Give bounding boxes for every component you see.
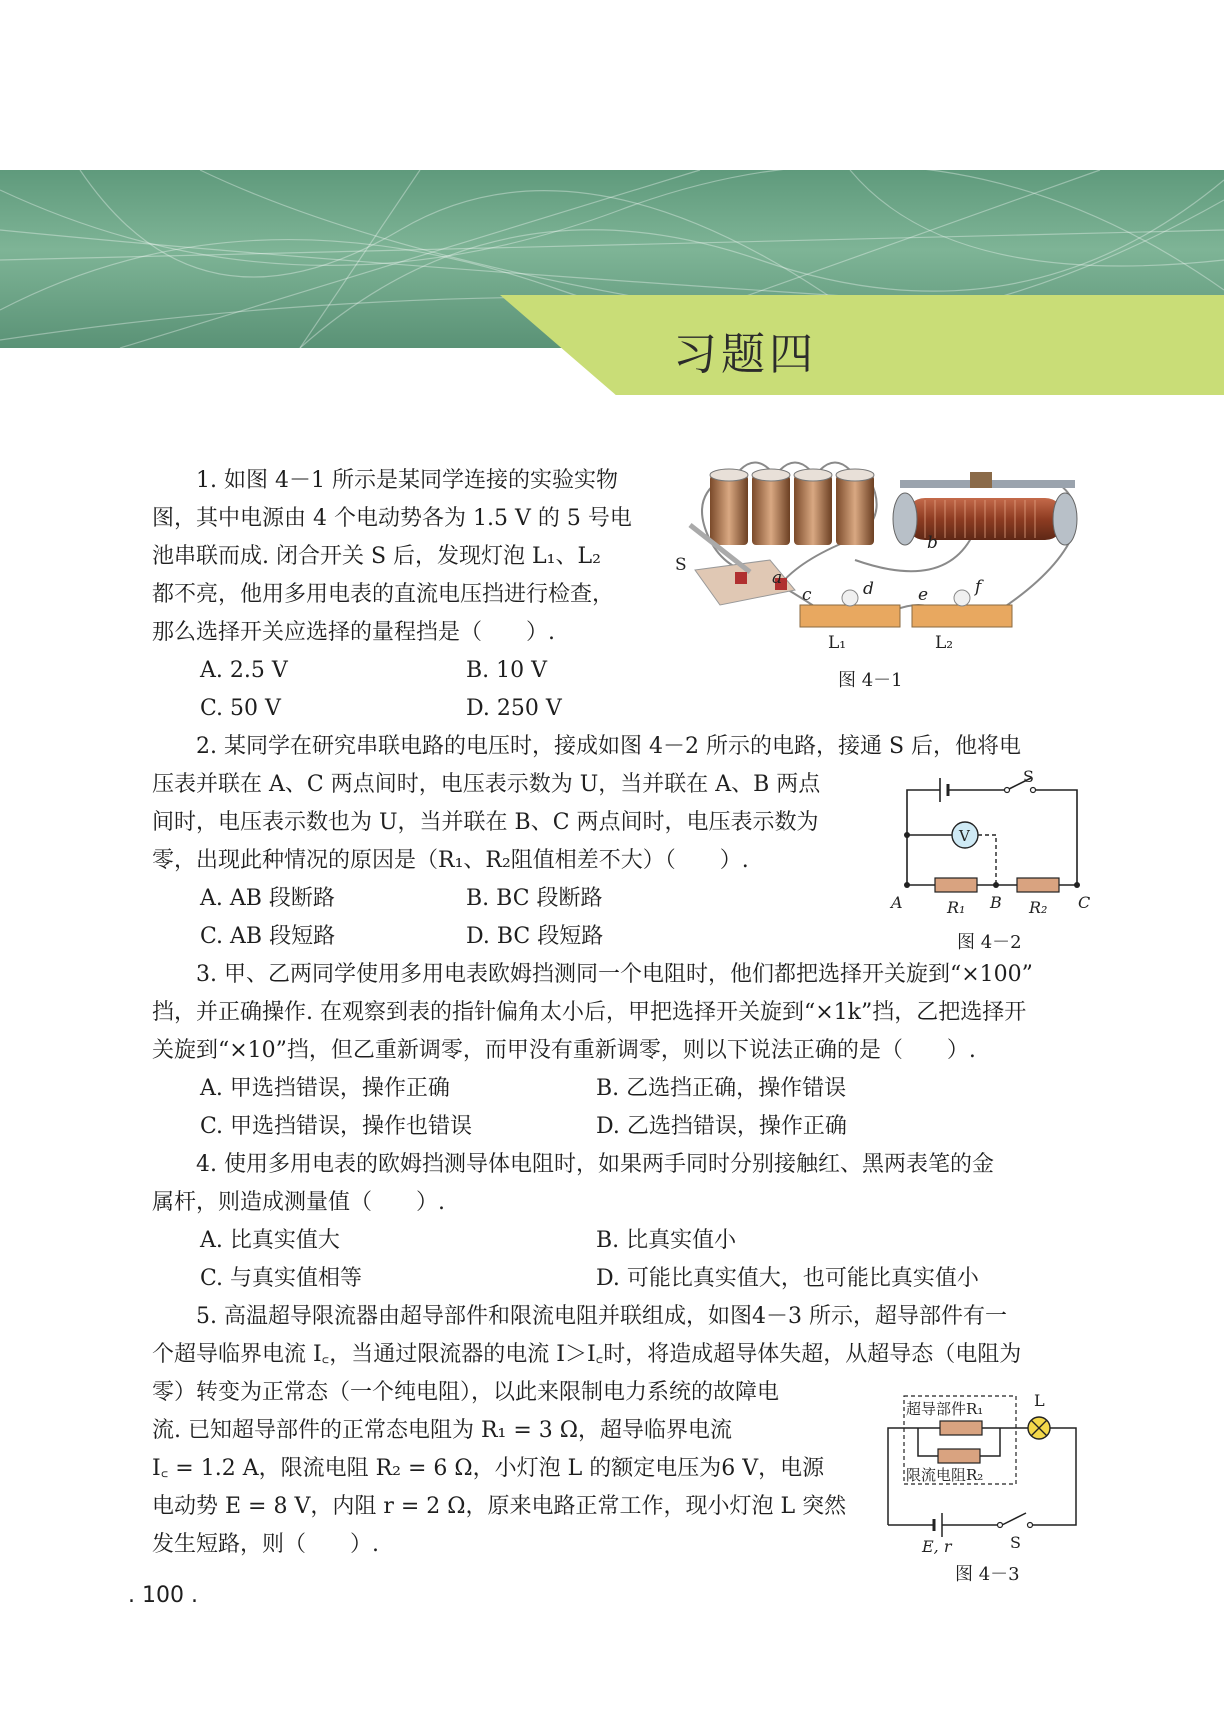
q2-option-a[interactable]: A. AB 段断路 bbox=[200, 886, 335, 911]
fig2-label-v: V bbox=[959, 827, 970, 845]
q5-line-3: 零）转变为正常态（一个纯电阻），以此来限制电力系统的故障电 bbox=[152, 1380, 780, 1405]
fig1-label-f: f bbox=[975, 577, 982, 597]
q2-line-1: 2. 某同学在研究串联电路的电压时，接成如图 4－2 所示的电路，接通 S 后，他将电 bbox=[196, 734, 1022, 759]
fig2-label-c: C bbox=[1078, 893, 1091, 912]
q3-option-b[interactable]: B. 乙选挡正确，操作错误 bbox=[596, 1076, 847, 1101]
fig3-label-limit-resistor: 限流电阻R₂ bbox=[906, 1466, 984, 1484]
q4-line-2: 属杆，则造成测量值（ ）. bbox=[152, 1190, 445, 1215]
fig1-label-l2: L₂ bbox=[935, 633, 954, 653]
figure-4-3-caption: 图 4－3 bbox=[955, 1564, 1020, 1585]
q1-option-c[interactable]: C. 50 V bbox=[200, 696, 281, 721]
q3-line-3: 关旋到“×10”挡，但乙重新调零，而甲没有重新调零，则以下说法正确的是（ ）. bbox=[152, 1038, 976, 1063]
figure-4-3 bbox=[880, 1380, 1090, 1555]
q2-line-2: 压表并联在 A、C 两点间时，电压表示数为 U，当并联在 A、B 两点 bbox=[152, 772, 821, 797]
q1-line-4: 都不亮，他用多用电表的直流电压挡进行检查， bbox=[152, 582, 615, 607]
q1-option-a[interactable]: A. 2.5 V bbox=[200, 658, 288, 683]
q4-option-b[interactable]: B. 比真实值小 bbox=[596, 1228, 737, 1253]
fig2-label-a: A bbox=[891, 893, 903, 912]
q1-line-2: 图，其中电源由 4 个电动势各为 1.5 V 的 5 号电 bbox=[152, 506, 632, 531]
q2-option-c[interactable]: C. AB 段短路 bbox=[200, 924, 336, 949]
fig2-label-r2: R₂ bbox=[1029, 898, 1048, 917]
fig3-label-er: E, r bbox=[922, 1537, 952, 1556]
q4-line-1: 4. 使用多用电表的欧姆挡测导体电阻时，如果两手同时分别接触红、黑两表笔的金 bbox=[196, 1152, 994, 1177]
q5-line-6: 电动势 E = 8 V，内阻 r = 2 Ω，原来电路正常工作，现小灯泡 L 突然 bbox=[152, 1494, 847, 1519]
page-title: 习题四 bbox=[673, 329, 817, 380]
q4-option-d[interactable]: D. 可能比真实值大，也可能比真实值小 bbox=[596, 1266, 979, 1291]
q5-line-2: 个超导临界电流 I꜀，当通过限流器的电流 I＞I꜀时，将造成超导体失超，从超导态（电阻为 bbox=[152, 1342, 1022, 1367]
fig2-label-b: B bbox=[990, 893, 1002, 912]
q3-line-2: 挡，并正确操作. 在观察到表的指针偏角太小后，甲把选择开关旋到“×1k”挡，乙把选择开 bbox=[152, 1000, 1027, 1025]
fig1-label-d: d bbox=[863, 579, 874, 599]
q4-option-a[interactable]: A. 比真实值大 bbox=[200, 1228, 340, 1253]
q1-line-3: 池串联而成. 闭合开关 S 后，发现灯泡 L₁、L₂ bbox=[152, 544, 601, 569]
q5-line-4: 流. 已知超导部件的正常态电阻为 R₁ = 3 Ω，超导临界电流 bbox=[152, 1418, 733, 1443]
fig3-label-l: L bbox=[1034, 1391, 1045, 1410]
q2-option-b[interactable]: B. BC 段断路 bbox=[466, 886, 603, 911]
figure-4-1-caption: 图 4－1 bbox=[838, 670, 903, 691]
q5-line-5: I꜀ = 1.2 A，限流电阻 R₂ = 6 Ω，小灯泡 L 的额定电压为6 V，电源 bbox=[152, 1456, 825, 1481]
figure-4-1 bbox=[675, 460, 1100, 660]
q3-line-1: 3. 甲、乙两同学使用多用电表欧姆挡测同一个电阻时，他们都把选择开关旋到“×100” bbox=[196, 962, 1033, 987]
q5-line-1: 5. 高温超导限流器由超导部件和限流电阻并联组成，如图4－3 所示，超导部件有一 bbox=[196, 1304, 1007, 1329]
q2-line-4: 零，出现此种情况的原因是（R₁、R₂阻值相差不大）（ ）. bbox=[152, 848, 749, 873]
q1-option-d[interactable]: D. 250 V bbox=[466, 696, 562, 721]
fig2-label-r1: R₁ bbox=[947, 898, 966, 917]
figure-4-2 bbox=[891, 767, 1095, 920]
batteries bbox=[710, 469, 874, 545]
q4-option-c[interactable]: C. 与真实值相等 bbox=[200, 1266, 363, 1291]
fig1-label-l1: L₁ bbox=[828, 633, 847, 653]
rheostat bbox=[893, 472, 1077, 545]
fig1-label-c: c bbox=[802, 585, 812, 605]
page-number: . 100 . bbox=[128, 1583, 198, 1608]
fig1-label-e: e bbox=[918, 585, 929, 605]
fig3-label-s: S bbox=[1010, 1533, 1021, 1552]
fig1-label-s: S bbox=[675, 555, 687, 575]
q2-line-3: 间时，电压表示数也为 U，当并联在 B、C 两点间时，电压表示数为 bbox=[152, 810, 819, 835]
fig1-label-b: b bbox=[927, 533, 938, 553]
fig1-label-a: a bbox=[772, 568, 783, 588]
q3-option-c[interactable]: C. 甲选挡错误，操作也错误 bbox=[200, 1114, 473, 1139]
q3-option-d[interactable]: D. 乙选挡错误，操作正确 bbox=[596, 1114, 847, 1139]
q1-option-b[interactable]: B. 10 V bbox=[466, 658, 548, 683]
fig2-label-s: S bbox=[1023, 767, 1034, 786]
figure-4-2-caption: 图 4－2 bbox=[957, 932, 1022, 953]
q1-line-1: 1. 如图 4－1 所示是某同学连接的实验实物 bbox=[196, 468, 618, 493]
q2-option-d[interactable]: D. BC 段短路 bbox=[466, 924, 604, 949]
q3-option-a[interactable]: A. 甲选挡错误，操作正确 bbox=[200, 1076, 450, 1101]
q1-line-5: 那么选择开关应选择的量程挡是（ ）. bbox=[152, 620, 555, 645]
q5-line-7: 发生短路，则（ ）. bbox=[152, 1532, 379, 1557]
fig3-label-superconductor: 超导部件R₁ bbox=[906, 1400, 984, 1418]
